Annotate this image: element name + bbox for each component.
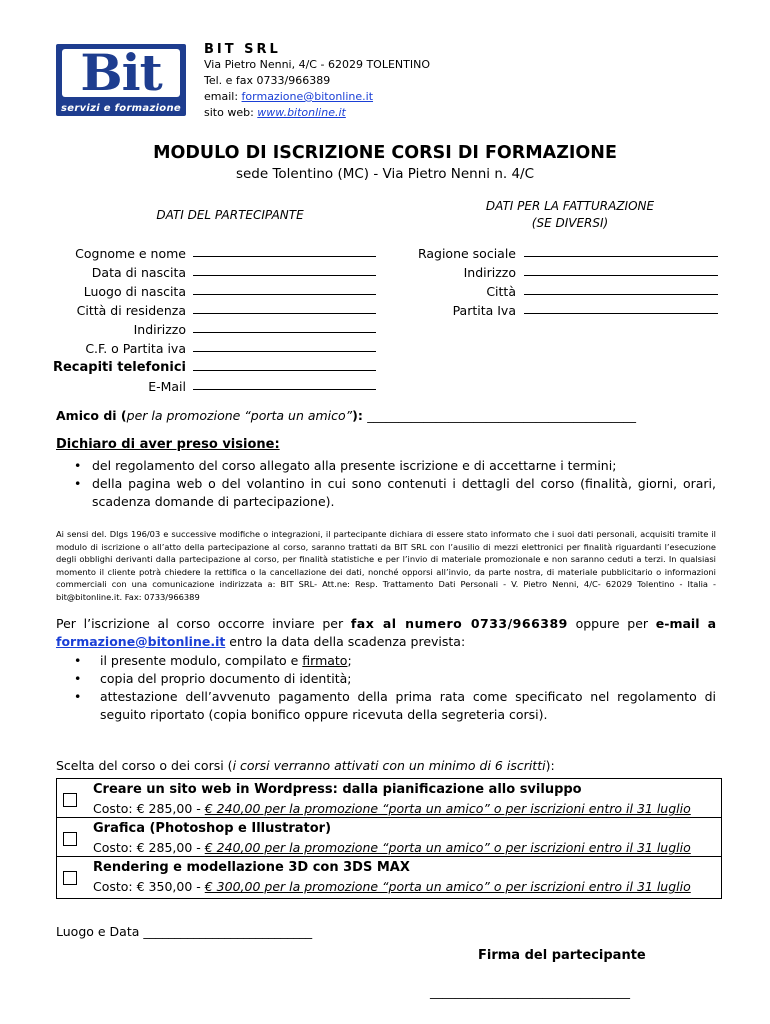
list-item: • della pagina web o del volantino in cui sono contenuti i dettagli del corso (finalità, giorni, orari, scadenza domande di partecipazione).: [56, 475, 716, 511]
price-text: Costo: € 285,00 -: [93, 801, 205, 816]
field-label: Data di nascita: [91, 265, 186, 280]
firma-line[interactable]: ________________________________: [430, 984, 630, 999]
course-checkbox[interactable]: [63, 832, 77, 846]
company-email-row: [204, 89, 373, 105]
list-item: [56, 652, 716, 670]
list-item: • attestazione dell’avvenuto pagamento della prima rata come specificato nel regolamento di seguito riportato (copia bonifico oppure ricevuta della segreteria corsi).: [56, 688, 716, 724]
amico-italic: per la promozione “porta un amico”: [126, 408, 353, 423]
email-link[interactable]: formazione@bitonline.it: [241, 90, 374, 103]
iscr-text: oppure per: [567, 616, 656, 631]
scelta-text: ):: [545, 758, 555, 773]
course-option[interactable]: [56, 856, 722, 899]
item-punct: ;: [347, 653, 352, 668]
company-web-row: [204, 105, 346, 121]
field-line[interactable]: [524, 282, 718, 295]
logo-text: Bit: [80, 43, 162, 102]
field-line[interactable]: [193, 320, 376, 333]
field-label: Partita Iva: [452, 303, 516, 318]
course-title: Creare un sito web in Wordpress: dalla pianificazione allo sviluppo: [93, 782, 582, 797]
field-partita-iva[interactable]: [400, 301, 730, 320]
field-billing-citta[interactable]: [400, 282, 730, 301]
course-title: Grafica (Photoshop e Illustrator): [93, 821, 332, 836]
web-label: sito web:: [204, 106, 258, 119]
list-item: • copia del proprio documento di identità;: [56, 670, 716, 688]
amico-field[interactable]: [56, 408, 636, 423]
fax-number: fax al numero 0733/966389: [350, 616, 568, 631]
field-label: Città di residenza: [76, 303, 186, 318]
email-label: e-mail a: [655, 616, 717, 631]
iscr-text: entro la data della scadenza prevista:: [225, 634, 466, 649]
list-item: • del regolamento del corso allegato alla presente iscrizione e di accettarne i termini;: [56, 457, 716, 475]
field-line[interactable]: [524, 301, 718, 314]
promo-text: € 240,00 per la promozione “porta un amico” o per iscrizioni entro il 31 luglio: [204, 840, 691, 855]
course-price: [93, 879, 691, 894]
field-line[interactable]: [193, 301, 376, 314]
company-phone: Tel. e fax 0733/966389: [204, 74, 331, 87]
form-subtitle: sede Tolentino (MC) - Via Pietro Nenni n. 4/C: [235, 166, 535, 182]
field-email[interactable]: [40, 377, 380, 396]
field-label: Ragione sociale: [417, 246, 516, 261]
iscr-text: Per l’iscrizione al corso occorre inviare per: [56, 616, 351, 631]
course-price: [93, 840, 691, 855]
firma-label: Firma del partecipante: [478, 948, 646, 963]
field-cf-piva[interactable]: [40, 339, 380, 358]
field-cognome-nome[interactable]: [40, 244, 380, 263]
field-line[interactable]: [193, 263, 376, 276]
field-label: Indirizzo: [133, 322, 186, 337]
field-line[interactable]: [193, 339, 376, 352]
company-name: BIT SRL: [204, 42, 281, 57]
field-indirizzo[interactable]: [40, 320, 380, 339]
field-luogo-nascita[interactable]: [40, 282, 380, 301]
item-text: il presente modulo, compilato e: [100, 653, 303, 668]
dichiaro-heading: Dichiaro di aver preso visione:: [56, 437, 280, 452]
logo-subtitle: servizi e formazione: [61, 103, 181, 114]
field-label: Indirizzo: [463, 265, 516, 280]
price-text: Costo: € 285,00 -: [93, 840, 205, 855]
promo-text: € 300,00 per la promozione “porta un amico” o per iscrizioni entro il 31 luglio: [204, 879, 691, 894]
billing-fields: [400, 244, 730, 320]
field-line[interactable]: [193, 282, 376, 295]
field-label: Città: [486, 284, 516, 299]
form-title: MODULO DI ISCRIZIONE CORSI DI FORMAZIONE: [153, 143, 617, 163]
field-data-nascita[interactable]: [40, 263, 380, 282]
course-checkbox[interactable]: [63, 871, 77, 885]
iscr-email-link[interactable]: formazione@bitonline.it: [56, 634, 226, 649]
field-line[interactable]: [524, 244, 718, 257]
luogo-data-field[interactable]: Luogo e Data ___________________________: [56, 924, 313, 939]
field-recapiti[interactable]: [40, 358, 380, 377]
firmato-text: firmato: [302, 653, 348, 668]
company-address: Via Pietro Nenni, 4/C - 62029 TOLENTINO: [204, 58, 430, 71]
field-label: E-Mail: [148, 379, 186, 394]
price-text: Costo: € 350,00 -: [93, 879, 205, 894]
participant-fields: [40, 244, 380, 396]
field-label: C.F. o Partita iva: [85, 341, 186, 356]
course-checkbox[interactable]: [63, 793, 77, 807]
course-title: Rendering e modellazione 3D con 3DS MAX: [93, 860, 410, 875]
course-option[interactable]: [56, 817, 722, 857]
course-price: [93, 801, 691, 816]
field-label: Luogo di nascita: [83, 284, 186, 299]
iscrizione-list: [56, 652, 716, 724]
bit-logo: [56, 44, 186, 116]
promo-text: € 240,00 per la promozione “porta un amico” o per iscrizioni entro il 31 luglio: [204, 801, 691, 816]
field-line[interactable]: [193, 244, 376, 257]
dichiaro-list: [56, 457, 716, 511]
field-line[interactable]: [193, 358, 376, 371]
field-label: Cognome e nome: [75, 246, 186, 261]
scelta-text: Scelta del corso o dei corsi (: [56, 758, 233, 773]
field-ragione-sociale[interactable]: [400, 244, 730, 263]
field-line[interactable]: [524, 263, 718, 276]
amico-label: Amico di (: [56, 408, 127, 423]
scelta-italic: i corsi verranno attivati con un minimo di 6 iscritti: [232, 758, 546, 773]
amico-line[interactable]: ___________________________________________: [367, 408, 636, 423]
course-option[interactable]: [56, 778, 722, 818]
scelta-corso: [56, 758, 555, 773]
participant-heading: DATI DEL PARTECIPANTE: [156, 208, 304, 222]
web-link[interactable]: www.bitonline.it: [257, 106, 346, 119]
email-label: email:: [204, 90, 242, 103]
billing-heading-1: DATI PER LA FATTURAZIONE: [485, 199, 655, 213]
field-line[interactable]: [193, 377, 376, 390]
privacy-notice: Ai sensi del. Dlgs 196/03 e successive modifiche o integrazioni, il partecipante dichiara di essere stato informato che i suoi dati personali, acquisiti tramite il modulo di iscrizione o all’atto della partecipazione al corso, saranno trattati da BIT SRL con l’ausilio di mezzi elettronici per finalità riguardanti l’esecuzione degli obblighi derivanti dalla partecipazione al corso, per finalità statistiche e per l’invio di materiale promozionale e non saranno ceduti a terzi. In qualsiasi momento il cliente potrà chiedere la rettifica o la cancellazione dei dati, nonché opporsi all’invio, da parte nostra, di materiale pubblicitario o informazioni commerciali con una comunicazione indirizzata a: BIT SRL- Att.ne: Resp. Trattamento Dati Personali - V. Pietro Nenni, 4/C- 62029 Tolentino - Italia - bit@bitonline.it. Fax: 0733/966389: [56, 529, 716, 602]
iscrizione-paragraph: [56, 615, 716, 651]
amico-end: ):: [352, 408, 368, 423]
billing-heading-2: (SE DIVERSI): [531, 216, 609, 230]
field-citta-residenza[interactable]: [40, 301, 380, 320]
field-billing-indirizzo[interactable]: [400, 263, 730, 282]
field-label: Recapiti telefonici: [52, 360, 186, 375]
